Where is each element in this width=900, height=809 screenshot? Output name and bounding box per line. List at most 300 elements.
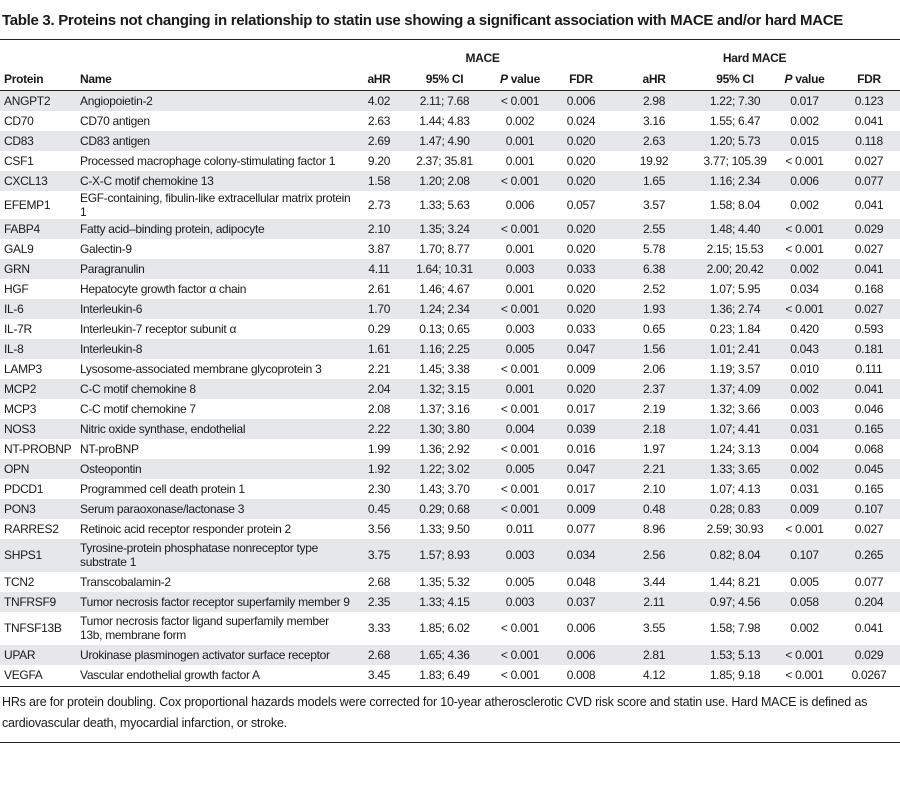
hard-fdr-cell: 0.068 bbox=[854, 441, 884, 456]
mace-ci-cell: 1.47; 4.90 bbox=[402, 131, 487, 151]
mace-ahr-cell: 9.20 bbox=[367, 153, 391, 168]
mace-p-cell: 0.011 bbox=[506, 521, 534, 536]
mace-ahr-cell: 0.29 bbox=[367, 321, 391, 336]
protein-cell: HGF bbox=[4, 281, 29, 296]
mace-fdr-cell: 0.006 bbox=[566, 621, 596, 635]
hard-p-cell: 0.002 bbox=[790, 621, 819, 635]
col-mace-fdr: FDR bbox=[553, 68, 609, 91]
hard-fdr-cell: 0.041 bbox=[854, 621, 884, 635]
mace-p-cell: < 0.001 bbox=[500, 667, 540, 682]
table-row bbox=[0, 151, 900, 171]
hard-fdr-cell: 0.593 bbox=[854, 321, 884, 336]
hard-p-cell: 0.002 bbox=[790, 113, 819, 128]
name-cell: Vascular endothelial growth factor A bbox=[80, 667, 260, 682]
mace-p-cell: 0.003 bbox=[505, 321, 535, 336]
mace-p-cell: 0.001 bbox=[487, 131, 553, 151]
protein-cell: TCN2 bbox=[4, 574, 35, 589]
hard-ci-cell: 2.15; 15.53 bbox=[706, 241, 764, 256]
name-cell: CD70 antigen bbox=[80, 113, 150, 128]
mace-ahr-cell: 1.92 bbox=[356, 459, 402, 479]
mace-fdr-cell: 0.048 bbox=[566, 574, 596, 589]
protein-cell: MCP2 bbox=[0, 379, 76, 399]
name-cell: Osteopontin bbox=[76, 459, 356, 479]
hard-fdr-cell: 0.041 bbox=[838, 259, 900, 279]
hard-p-cell: < 0.001 bbox=[785, 667, 824, 682]
hard-p-cell: 0.002 bbox=[771, 259, 838, 279]
name-cell: Transcobalamin-2 bbox=[80, 574, 171, 589]
mace-ci-cell: 2.37; 35.81 bbox=[416, 153, 473, 168]
mace-ahr-cell: 2.68 bbox=[356, 645, 402, 665]
table-row bbox=[0, 539, 900, 572]
hard-ahr-cell: 0.48 bbox=[609, 499, 699, 519]
hard-p-cell: 0.004 bbox=[790, 441, 819, 456]
name-cell: C-C motif chemokine 7 bbox=[80, 401, 196, 416]
mace-ci-cell: 1.70; 8.77 bbox=[419, 241, 470, 256]
name-cell: Hepatocyte growth factor α chain bbox=[80, 281, 247, 296]
mace-fdr-cell: 0.047 bbox=[553, 459, 609, 479]
name-cell: Retinoic acid receptor responder protein 2 bbox=[80, 521, 291, 536]
mace-p-cell: 0.003 bbox=[487, 592, 553, 612]
hard-fdr-cell: 0.107 bbox=[838, 499, 900, 519]
p-rest: value bbox=[507, 72, 540, 86]
hard-ci-cell: 1.07; 4.41 bbox=[699, 419, 771, 439]
table-row bbox=[0, 439, 900, 459]
name-cell: Fatty acid–binding protein, adipocyte bbox=[76, 219, 356, 239]
mace-ahr-cell: 2.30 bbox=[367, 481, 391, 496]
hard-fdr-cell: 0.045 bbox=[838, 459, 900, 479]
hard-fdr-cell: 0.165 bbox=[838, 419, 900, 439]
protein-cell: ANGPT2 bbox=[0, 91, 76, 111]
p-rest: value bbox=[792, 72, 825, 86]
hard-fdr-cell: 0.027 bbox=[854, 241, 884, 256]
name-cell: Tumor necrosis factor ligand superfamily member 13b, membrane form bbox=[80, 614, 329, 642]
hard-fdr-cell: 0.168 bbox=[854, 281, 884, 296]
hard-fdr-cell: 0.027 bbox=[854, 521, 884, 536]
protein-cell: TNFSF13B bbox=[4, 621, 62, 635]
name-cell: Urokinase plasminogen activator surface receptor bbox=[76, 645, 356, 665]
hard-p-cell: 0.015 bbox=[771, 131, 838, 151]
hard-p-cell: 0.002 bbox=[790, 197, 819, 212]
hard-ci-cell: 1.85; 9.18 bbox=[709, 667, 761, 682]
hard-ahr-cell: 2.52 bbox=[642, 281, 666, 296]
hard-p-cell: 0.003 bbox=[790, 401, 819, 416]
hard-fdr-cell: 0.111 bbox=[855, 361, 883, 376]
hard-p-cell: 0.420 bbox=[790, 321, 819, 336]
hard-fdr-cell: 0.118 bbox=[838, 131, 900, 151]
table-bottom-rule bbox=[0, 686, 900, 687]
table-row bbox=[0, 339, 900, 359]
hard-ahr-cell: 3.16 bbox=[642, 113, 666, 128]
hard-ahr-cell: 8.96 bbox=[642, 521, 666, 536]
mace-fdr-cell: 0.017 bbox=[566, 481, 596, 496]
bottom-rule bbox=[0, 742, 900, 743]
table-row bbox=[0, 592, 900, 612]
mace-p-cell: < 0.001 bbox=[487, 171, 553, 191]
mace-ahr-cell: 2.63 bbox=[367, 113, 391, 128]
hard-ahr-cell: 2.37 bbox=[609, 379, 699, 399]
hard-ahr-cell: 2.11 bbox=[609, 592, 699, 612]
name-cell: Paragranulin bbox=[76, 259, 356, 279]
mace-fdr-cell: 0.077 bbox=[566, 521, 596, 536]
table-row bbox=[0, 299, 900, 319]
col-name: Name bbox=[76, 68, 356, 91]
protein-cell: IL-6 bbox=[0, 299, 76, 319]
hard-fdr-cell: 0.041 bbox=[854, 113, 884, 128]
hard-ahr-cell: 1.65 bbox=[609, 171, 699, 191]
protein-cell: VEGFA bbox=[4, 667, 43, 682]
mace-fdr-cell: 0.039 bbox=[553, 419, 609, 439]
col-hard-ci: 95% CI bbox=[699, 68, 771, 91]
mace-ahr-cell: 4.02 bbox=[356, 91, 402, 111]
mace-ci-cell: 1.43; 3.70 bbox=[419, 481, 470, 496]
protein-cell: OPN bbox=[0, 459, 76, 479]
mace-p-cell: < 0.001 bbox=[500, 621, 540, 635]
hard-p-cell: 0.005 bbox=[790, 574, 819, 589]
p-italic: P bbox=[784, 72, 793, 86]
mace-ci-cell: 1.33; 9.50 bbox=[419, 521, 470, 536]
mace-ahr-cell: 2.21 bbox=[367, 361, 391, 376]
table-row bbox=[0, 665, 900, 685]
name-cell: Interleukin-6 bbox=[76, 299, 356, 319]
hard-p-cell: 0.043 bbox=[771, 339, 838, 359]
mace-ahr-cell: 2.10 bbox=[356, 219, 402, 239]
table-footnote: HRs are for protein doubling. Cox proportional hazards models were corrected for 10-year atherosclerotic CVD risk score and statin use. Hard MACE is defined as cardiovascular death, myocardial infarction, or stroke. bbox=[2, 695, 868, 730]
mace-fdr-cell: 0.020 bbox=[553, 219, 609, 239]
hard-ci-cell: 1.22; 7.30 bbox=[699, 91, 771, 111]
data-table bbox=[0, 48, 900, 685]
table-row bbox=[0, 572, 900, 592]
name-cell: Tyrosine-protein phosphatase nonreceptor type substrate 1 bbox=[76, 539, 356, 572]
mace-ahr-cell: 2.08 bbox=[367, 401, 391, 416]
hard-ahr-cell: 3.44 bbox=[642, 574, 666, 589]
mace-p-cell: < 0.001 bbox=[500, 441, 540, 456]
hard-ci-cell: 0.28; 0.83 bbox=[699, 499, 771, 519]
protein-cell: CD83 bbox=[0, 131, 76, 151]
col-mace-p bbox=[487, 68, 553, 91]
protein-cell: NT-PROBNP bbox=[4, 441, 72, 456]
mace-fdr-cell: 0.024 bbox=[566, 113, 596, 128]
mace-ci-cell: 0.13; 0.65 bbox=[419, 321, 470, 336]
mace-ci-cell: 1.44; 4.83 bbox=[419, 113, 470, 128]
hard-ci-cell: 1.58; 7.98 bbox=[709, 621, 761, 635]
table-row bbox=[0, 319, 900, 339]
table-row bbox=[0, 259, 900, 279]
hard-p-cell: < 0.001 bbox=[785, 153, 824, 168]
hard-p-cell: < 0.001 bbox=[785, 241, 824, 256]
table-row bbox=[0, 191, 900, 219]
name-cell: Tumor necrosis factor receptor superfamily member 9 bbox=[76, 592, 356, 612]
hard-p-cell: 0.010 bbox=[790, 361, 819, 376]
hard-ahr-cell: 1.56 bbox=[609, 339, 699, 359]
hard-fdr-cell: 0.029 bbox=[838, 645, 900, 665]
mace-fdr-cell: 0.009 bbox=[553, 499, 609, 519]
hard-fdr-cell: 0.165 bbox=[854, 481, 884, 496]
mace-p-cell: 0.005 bbox=[487, 339, 553, 359]
hard-ahr-cell: 4.12 bbox=[642, 667, 666, 682]
protein-cell: IL-7R bbox=[4, 321, 32, 336]
mace-ahr-cell: 3.87 bbox=[367, 241, 391, 256]
table-row bbox=[0, 459, 900, 479]
hard-ahr-cell: 0.65 bbox=[642, 321, 666, 336]
hard-ahr-cell: 5.78 bbox=[642, 241, 666, 256]
hard-ahr-cell: 2.55 bbox=[609, 219, 699, 239]
protein-cell: NOS3 bbox=[0, 419, 76, 439]
name-cell: C-C motif chemokine 8 bbox=[76, 379, 356, 399]
mace-fdr-cell: 0.020 bbox=[566, 281, 596, 296]
name-cell: EGF-containing, fibulin-like extracellular matrix protein 1 bbox=[80, 190, 351, 219]
protein-cell: UPAR bbox=[0, 645, 76, 665]
hard-ci-cell: 1.16; 2.34 bbox=[699, 171, 771, 191]
mace-fdr-cell: 0.057 bbox=[566, 197, 596, 212]
mace-fdr-cell: 0.037 bbox=[553, 592, 609, 612]
p-italic: P bbox=[500, 72, 508, 86]
group-mace: MACE bbox=[465, 51, 500, 65]
mace-fdr-cell: 0.020 bbox=[566, 153, 596, 168]
hard-p-cell: < 0.001 bbox=[771, 299, 838, 319]
mace-fdr-cell: 0.033 bbox=[553, 259, 609, 279]
mace-ahr-cell: 2.68 bbox=[367, 574, 391, 589]
name-cell: Interleukin-8 bbox=[76, 339, 356, 359]
mace-ci-cell: 1.46; 4.67 bbox=[419, 281, 470, 296]
group-hard-mace: Hard MACE bbox=[722, 51, 787, 65]
mace-p-cell: 0.006 bbox=[505, 197, 535, 212]
table-row bbox=[0, 519, 900, 539]
hard-ahr-cell: 2.56 bbox=[609, 539, 699, 572]
hard-ahr-cell: 2.19 bbox=[642, 401, 666, 416]
mace-fdr-cell: 0.020 bbox=[566, 241, 596, 256]
hard-ci-cell: 1.07; 4.13 bbox=[709, 481, 761, 496]
hard-fdr-cell: 0.123 bbox=[838, 91, 900, 111]
mace-fdr-cell: 0.020 bbox=[553, 131, 609, 151]
hard-p-cell: 0.002 bbox=[771, 459, 838, 479]
col-hard-p bbox=[771, 68, 838, 91]
mace-ci-cell: 1.30; 3.80 bbox=[402, 419, 487, 439]
mace-p-cell: < 0.001 bbox=[500, 361, 540, 376]
hard-ahr-cell: 2.21 bbox=[609, 459, 699, 479]
mace-ahr-cell: 3.33 bbox=[367, 621, 391, 635]
hard-p-cell: < 0.001 bbox=[771, 219, 838, 239]
table-row bbox=[0, 359, 900, 379]
mace-ci-cell: 1.85; 6.02 bbox=[419, 621, 470, 635]
hard-p-cell: 0.009 bbox=[771, 499, 838, 519]
mace-fdr-cell: 0.020 bbox=[553, 171, 609, 191]
hard-p-cell: < 0.001 bbox=[771, 645, 838, 665]
table-row bbox=[0, 131, 900, 151]
mace-ahr-cell: 2.04 bbox=[356, 379, 402, 399]
name-cell: Lysosome-associated membrane glycoprotein 3 bbox=[80, 361, 322, 376]
mace-fdr-cell: 0.047 bbox=[553, 339, 609, 359]
hard-fdr-cell: 0.027 bbox=[838, 299, 900, 319]
hard-ahr-cell: 2.81 bbox=[609, 645, 699, 665]
mace-ahr-cell: 4.11 bbox=[356, 259, 402, 279]
mace-fdr-cell: 0.017 bbox=[566, 401, 596, 416]
table-row bbox=[0, 111, 900, 131]
name-cell: Nitric oxide synthase, endothelial bbox=[76, 419, 356, 439]
protein-cell: CXCL13 bbox=[0, 171, 76, 191]
mace-ci-cell: 1.35; 3.24 bbox=[402, 219, 487, 239]
protein-cell: GRN bbox=[0, 259, 76, 279]
mace-ahr-cell: 1.58 bbox=[356, 171, 402, 191]
mace-ci-cell: 1.20; 2.08 bbox=[402, 171, 487, 191]
mace-ci-cell: 1.32; 3.15 bbox=[402, 379, 487, 399]
name-cell: Processed macrophage colony-stimulating factor 1 bbox=[80, 153, 336, 168]
mace-ahr-cell: 2.22 bbox=[356, 419, 402, 439]
mace-p-cell: 0.001 bbox=[487, 379, 553, 399]
protein-cell: TNFRSF9 bbox=[0, 592, 76, 612]
hard-p-cell: 0.017 bbox=[771, 91, 838, 111]
hard-p-cell: 0.058 bbox=[771, 592, 838, 612]
hard-fdr-cell: 0.029 bbox=[838, 219, 900, 239]
mace-p-cell: 0.003 bbox=[487, 539, 553, 572]
mace-ci-cell: 1.57; 8.93 bbox=[402, 539, 487, 572]
table-row bbox=[0, 499, 900, 519]
table-row bbox=[0, 91, 900, 111]
hard-ci-cell: 1.24; 3.13 bbox=[709, 441, 761, 456]
hard-fdr-cell: 0.077 bbox=[854, 574, 884, 589]
mace-p-cell: 0.003 bbox=[487, 259, 553, 279]
hard-fdr-cell: 0.041 bbox=[838, 379, 900, 399]
hard-ahr-cell: 2.63 bbox=[609, 131, 699, 151]
mace-fdr-cell: 0.006 bbox=[553, 645, 609, 665]
hard-ahr-cell: 19.92 bbox=[639, 153, 669, 168]
mace-p-cell: 0.005 bbox=[505, 574, 535, 589]
protein-cell: GAL9 bbox=[4, 241, 34, 256]
table-row bbox=[0, 379, 900, 399]
protein-cell: LAMP3 bbox=[4, 361, 42, 376]
protein-cell: CD70 bbox=[4, 113, 34, 128]
hard-ahr-cell: 2.06 bbox=[642, 361, 666, 376]
mace-p-cell: 0.001 bbox=[505, 153, 535, 168]
mace-p-cell: 0.002 bbox=[505, 113, 535, 128]
col-mace-ci: 95% CI bbox=[402, 68, 487, 91]
hard-ci-cell: 0.23; 1.84 bbox=[709, 321, 761, 336]
mace-ahr-cell: 2.73 bbox=[367, 197, 391, 212]
top-rule bbox=[0, 39, 900, 40]
protein-cell: RARRES2 bbox=[4, 521, 59, 536]
hard-ci-cell: 1.44; 8.21 bbox=[709, 574, 761, 589]
hard-ahr-cell: 3.57 bbox=[642, 197, 666, 212]
hard-ahr-cell: 2.18 bbox=[609, 419, 699, 439]
mace-p-cell: < 0.001 bbox=[487, 645, 553, 665]
hard-ci-cell: 2.59; 30.93 bbox=[706, 521, 764, 536]
hard-ci-cell: 0.97; 4.56 bbox=[699, 592, 771, 612]
col-protein: Protein bbox=[0, 68, 76, 91]
mace-ci-cell: 1.33; 4.15 bbox=[402, 592, 487, 612]
hard-p-cell: 0.031 bbox=[771, 419, 838, 439]
hard-ci-cell: 1.33; 3.65 bbox=[699, 459, 771, 479]
hard-fdr-cell: 0.046 bbox=[854, 401, 884, 416]
hard-ci-cell: 1.48; 4.40 bbox=[699, 219, 771, 239]
hard-ci-cell: 1.55; 6.47 bbox=[709, 113, 761, 128]
mace-p-cell: < 0.001 bbox=[487, 91, 553, 111]
hard-p-cell: 0.031 bbox=[790, 481, 819, 496]
mace-fdr-cell: 0.016 bbox=[566, 441, 596, 456]
hard-ci-cell: 1.20; 5.73 bbox=[699, 131, 771, 151]
table-row bbox=[0, 219, 900, 239]
mace-ci-cell: 1.64; 10.31 bbox=[402, 259, 487, 279]
col-hard-ahr: aHR bbox=[609, 68, 699, 91]
mace-ahr-cell: 2.69 bbox=[356, 131, 402, 151]
protein-cell: CSF1 bbox=[4, 153, 34, 168]
table-row bbox=[0, 399, 900, 419]
mace-fdr-cell: 0.034 bbox=[553, 539, 609, 572]
name-cell: CD83 antigen bbox=[76, 131, 356, 151]
mace-p-cell: < 0.001 bbox=[487, 499, 553, 519]
hard-p-cell: 0.002 bbox=[771, 379, 838, 399]
mace-ci-cell: 0.29; 0.68 bbox=[402, 499, 487, 519]
mace-ahr-cell: 3.45 bbox=[367, 667, 391, 682]
hard-ci-cell: 0.82; 8.04 bbox=[699, 539, 771, 572]
hard-ci-cell: 1.19; 3.57 bbox=[709, 361, 761, 376]
hard-ci-cell: 3.77; 105.39 bbox=[703, 153, 767, 168]
hard-fdr-cell: 0.181 bbox=[838, 339, 900, 359]
table-title: Table 3. Proteins not changing in relationship to statin use showing a significant association with MACE and/or hard MACE bbox=[2, 12, 844, 29]
hard-ahr-cell: 1.93 bbox=[609, 299, 699, 319]
mace-ahr-cell: 2.61 bbox=[367, 281, 391, 296]
hard-ahr-cell: 6.38 bbox=[609, 259, 699, 279]
mace-fdr-cell: 0.009 bbox=[566, 361, 596, 376]
mace-ahr-cell: 3.75 bbox=[356, 539, 402, 572]
mace-ahr-cell: 1.61 bbox=[356, 339, 402, 359]
name-cell: C-X-C motif chemokine 13 bbox=[76, 171, 356, 191]
name-cell: NT-proBNP bbox=[80, 441, 139, 456]
protein-cell: PDCD1 bbox=[4, 481, 44, 496]
mace-ci-cell: 1.33; 5.63 bbox=[419, 197, 470, 212]
hard-p-cell: 0.006 bbox=[771, 171, 838, 191]
mace-ci-cell: 1.22; 3.02 bbox=[402, 459, 487, 479]
mace-ci-cell: 1.36; 2.92 bbox=[419, 441, 470, 456]
mace-ahr-cell: 3.56 bbox=[367, 521, 391, 536]
mace-p-cell: 0.004 bbox=[487, 419, 553, 439]
mace-ahr-cell: 1.99 bbox=[367, 441, 391, 456]
hard-p-cell: 0.107 bbox=[771, 539, 838, 572]
hard-ahr-cell: 3.55 bbox=[642, 621, 666, 635]
group-header-row bbox=[0, 48, 900, 68]
hard-p-cell: 0.034 bbox=[790, 281, 819, 296]
mace-fdr-cell: 0.033 bbox=[566, 321, 596, 336]
hard-fdr-cell: 0.041 bbox=[854, 197, 884, 212]
mace-p-cell: < 0.001 bbox=[500, 401, 540, 416]
hard-fdr-cell: 0.0267 bbox=[851, 667, 887, 682]
hard-ahr-cell: 2.98 bbox=[609, 91, 699, 111]
mace-p-cell: 0.005 bbox=[487, 459, 553, 479]
table-row bbox=[0, 479, 900, 499]
hard-fdr-cell: 0.027 bbox=[854, 153, 884, 168]
mace-ci-cell: 1.65; 4.36 bbox=[402, 645, 487, 665]
hard-ci-cell: 1.58; 8.04 bbox=[709, 197, 761, 212]
hard-ci-cell: 1.53; 5.13 bbox=[699, 645, 771, 665]
col-mace-ahr: aHR bbox=[356, 68, 402, 91]
mace-ci-cell: 1.37; 3.16 bbox=[419, 401, 470, 416]
mace-p-cell: 0.001 bbox=[505, 281, 535, 296]
name-cell: Serum paraoxonase/lactonase 3 bbox=[76, 499, 356, 519]
protein-cell: SHPS1 bbox=[0, 539, 76, 572]
table-row bbox=[0, 419, 900, 439]
mace-p-cell: < 0.001 bbox=[487, 219, 553, 239]
table-row bbox=[0, 612, 900, 645]
protein-cell: MCP3 bbox=[4, 401, 37, 416]
mace-ci-cell: 1.24; 2.34 bbox=[402, 299, 487, 319]
table-row bbox=[0, 239, 900, 259]
mace-ci-cell: 1.83; 6.49 bbox=[419, 667, 470, 682]
mace-fdr-cell: 0.008 bbox=[566, 667, 596, 682]
mace-ahr-cell: 2.35 bbox=[356, 592, 402, 612]
protein-cell: PON3 bbox=[0, 499, 76, 519]
table-row bbox=[0, 171, 900, 191]
hard-ci-cell: 1.07; 5.95 bbox=[709, 281, 761, 296]
name-cell: Interleukin-7 receptor subunit α bbox=[80, 321, 237, 336]
hard-ci-cell: 1.32; 3.66 bbox=[709, 401, 761, 416]
